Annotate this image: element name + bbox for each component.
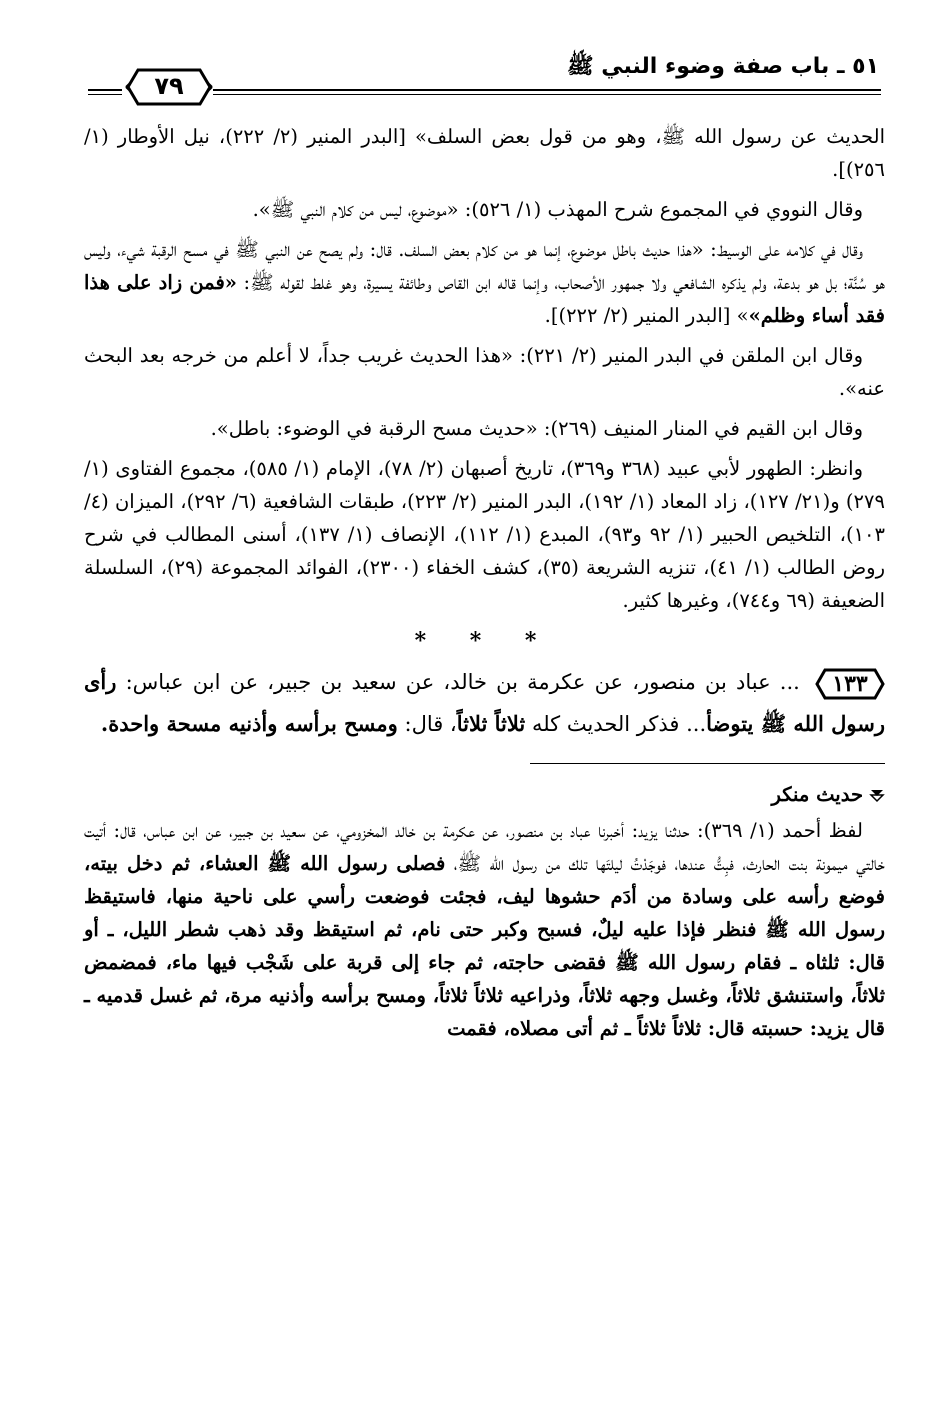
header-rule: [213, 94, 881, 95]
bold-text-segment: رأى رسول الله ﷺ يتوضأ: [84, 669, 885, 736]
hadith-number-badge: [815, 667, 885, 701]
text-segment: وقال ابن الملقن في البدر المنير (٢/ ٢٢١): «هذا الحديث غريب جداً، لا أعلم من خرجه بعد البحث عنه».: [84, 344, 885, 400]
text-segment: ... عباد بن منصور، عن عكرمة بن خالد، عن سعيد بن جبير، عن ابن عباس:: [116, 670, 809, 694]
text-segment: ، قال:: [397, 712, 457, 736]
grade-line: [84, 778, 885, 811]
page-number: ٧٩: [154, 72, 184, 100]
footnote-separator: [530, 763, 885, 764]
header-rule: [88, 94, 122, 95]
page-header: [88, 52, 881, 106]
text-segment: وقال النووي في المجموع شرح المهذب (١/ ٥٢٦): «موضوع، ليس من كلام النبي ﷺ».: [252, 198, 863, 221]
hadith-paragraph: [84, 661, 885, 745]
bold-text-segment: ومسح برأسه وأذنيه مسحة واحدة.: [100, 711, 398, 736]
bold-text-segment: ثلاثاً ثلاثاً: [456, 711, 526, 736]
footnote-paragraph: [84, 120, 885, 186]
section-separator-stars: * * *: [414, 628, 555, 654]
header-rule: [213, 89, 881, 91]
hadith-number: ١٣٣: [832, 670, 868, 697]
header-rule: [88, 89, 122, 91]
text-segment: » [البدر المنير (٢/ ٢٢٢)].: [544, 304, 749, 327]
hadith-text: [84, 670, 885, 736]
text-segment: لفظ أحمد (١/ ٣٦٩): حدثنا يزيد: أخبرنا عباد بن منصور، عن عكرمة بن خالد المخزومي، عن سعيد بن جبير، عن ابن عباس، قال: أتيت خالتي ميمونة بنت الحارث، فبِتُّ عندها، فوجَدْتُ ليلتَها تلك من رسول الله ﷺ،: [84, 819, 885, 875]
fleuron-icon: [869, 787, 885, 803]
text-segment: ... فذكر الحديث كله: [525, 712, 707, 736]
footnote-paragraph: [84, 339, 885, 405]
footnote-paragraph: [84, 233, 885, 332]
page-number-badge: [124, 66, 214, 108]
bold-text-segment: «فمن زاد على هذا فقد أساء وظلم»: [84, 271, 885, 327]
footnote-paragraphs: [84, 120, 885, 617]
main-text: [84, 120, 885, 1052]
hadith-grade: حديث منكر: [771, 783, 863, 806]
footnote-paragraph: [84, 412, 885, 445]
footnote-paragraph: [84, 193, 885, 226]
text-segment: وقال في كلامه على الوسيط: «هذا حديث باطل موضوع، إنما هو من كلام بعض السلف. قال: ولم يصح عن النبي ﷺ في مسح الرقبة شيء، وليس هو سُنَّة؛ بل هو بدعة، ولم يذكره الشافعي ولا جمهور الأصحاب، وإنما قاله ابن القاص وطائفة يسيرة، وهو غلط لقوله ﷺ:: [84, 238, 885, 294]
chapter-title: ٥١ ـ باب صفة وضوء النبي ﷺ: [567, 54, 879, 79]
text-segment: وانظر: الطهور لأبي عبيد (٣٦٨ و٣٦٩)، تاريخ أصبهان (٢/ ٧٨)، الإمام (١/ ٥٨٥)، مجموع الفتاوى (١/ ٢٧٩) و(٢١/ ١٢٧)، زاد المعاد (١/ ١٩٢)، البدر المنير (٢/ ٢٢٣)، طبقات الشافعية (٦/ ٢٩٢)، الميزان (٤/ ١٠٣)، التلخيص الحبير (١/ ٩٢ و٩٣)، المبدع (١/ ١١٢)، الإنصاف (١/ ١٣٧)، أسنى المطالب في شرح روض الطالب (١/ ٤١)، تنزيه الشريعة (٣٥)، كشف الخفاء (٢٣٠٠)، الفوائد المجموعة (٢٩)، السلسلة الضعيفة (٦٩ و٧٤٤)، وغيرها كثير.: [84, 457, 885, 612]
text-segment: وقال ابن القيم في المنار المنيف (٢٦٩): «حديث مسح الرقبة في الوضوء: باطل».: [210, 417, 863, 440]
footnote-paragraph: [84, 452, 885, 617]
text-segment: الحديث عن رسول الله ﷺ، وهو من قول بعض السلف» [البدر المنير (٢/ ٢٢٢)، نيل الأوطار (١/ ٢٥٦)].: [84, 125, 885, 181]
commentary-paragraph: [84, 814, 885, 1045]
bold-text-segment: فصلى رسول الله ﷺ العشاء، ثم دخل بيته، فوضع رأسه على وسادة من أدَم حشوها ليف، فجئت فوضعت رأسي على ناحية منها، فاستيقظ رسول الله ﷺ فنظر فإذا عليه ليلٌ، فسبح وكبر حتى نام، ثم استيقظ وقد ذهب شطر الليل، ـ أو قال: ثلثاه ـ فقام رسول الله ﷺ فقضى حاجته، ثم جاء إلى قربة على شَجْب فيها ماء، فمضمض ثلاثاً، واستنشق ثلاثاً، وغسل وجهه ثلاثاً، وذراعيه ثلاثاً ثلاثاً، ومسح برأسه وأذنيه مرة، ثم غسل قدميه ـ قال يزيد: حسبته قال: ثلاثاً ثلاثاً ـ ثم أتى مصلاه، فقمت: [84, 852, 885, 1040]
